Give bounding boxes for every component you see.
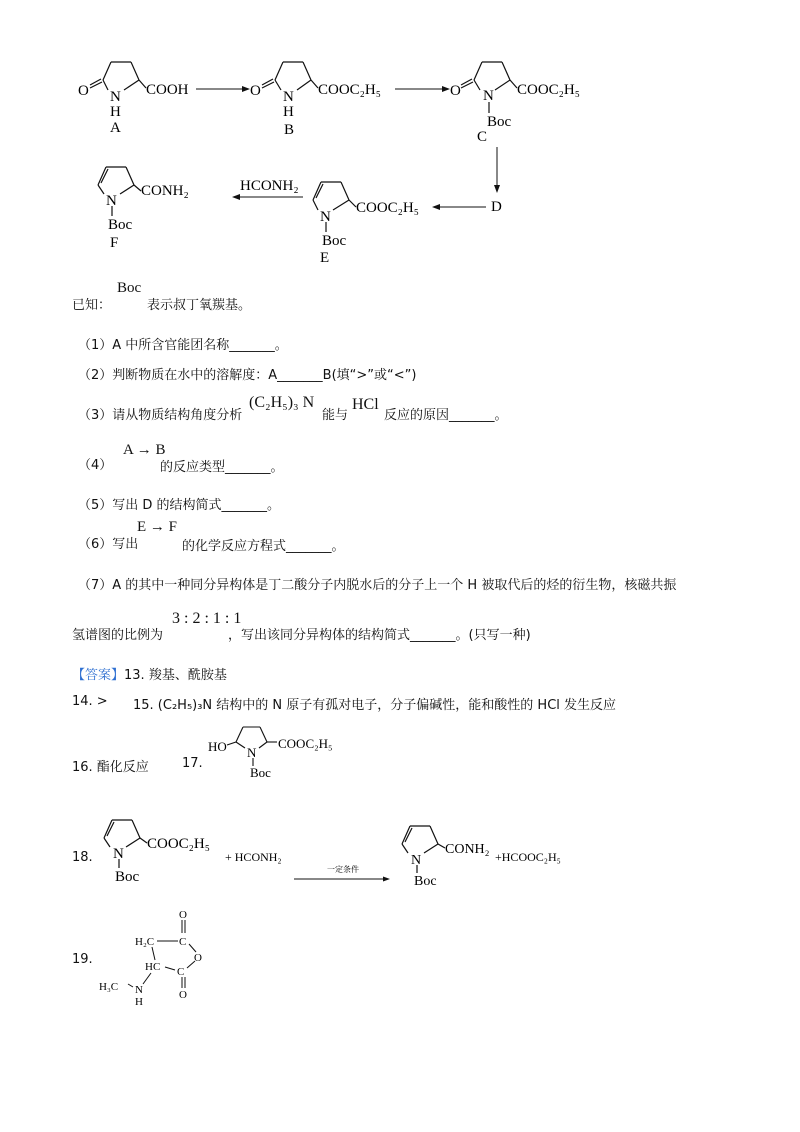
answer-19-h: H [135,996,143,1008]
molecule-b-o: O [250,83,261,99]
answer-19-hc: HC [145,961,161,973]
molecule-b-h: H [283,104,294,120]
question-3-mid: 能与 [322,408,349,423]
question-3-formula: (C₂H₅)₃ N [249,394,315,411]
answer-19-h3c: H₃C [99,981,119,993]
molecule-a-h: H [110,104,121,120]
molecule-c-boc: Boc [487,114,512,130]
question-7: （7）A 的其中一种同分异构体是丁二酸分子内脱水后的分子上一个 H 被取代后的烃的衍生物，核磁共振 [78,578,677,593]
question-7-cont: 氢谱图的比例为 [72,628,164,643]
known-prefix: 已知： [72,298,112,313]
molecule-b-ester: COOC₂H₅ [318,82,381,98]
answer-18-product-amide: CONH₂ [445,842,490,857]
molecule-a-cooh: COOH [146,82,189,98]
molecule-e-ester: COOC₂H₅ [356,200,419,216]
answer-19-structure [95,900,235,1008]
answer-17-ester: COOC₂H₅ [278,736,333,751]
question-3-hcl: HCl [352,396,379,413]
molecule-f [98,167,141,216]
answer-18-reactant-ester: COOC₂H₅ [147,836,210,852]
molecule-c-n: N [483,88,494,104]
answer-19-o-ring: O [194,952,202,964]
molecule-f-amide: CONH₂ [141,183,189,199]
answer-18-equation [90,810,610,890]
molecule-b [262,62,318,90]
known-boc: Boc [117,280,142,296]
question-6-end: 的化学反应方程式_______。 [182,539,345,554]
answer-19-o-top: O [179,909,187,921]
answer-14: 14. > [72,694,108,709]
question-6-formula: E → F [137,519,178,535]
answer-17-num: 17. [182,756,203,771]
answer-18-reactant-n: N [113,846,124,862]
molecule-c-label: C [477,129,488,145]
molecule-a-label: A [110,120,121,136]
answer-tag [72,664,227,683]
answer-18-reactant-boc: Boc [115,869,140,885]
question-3: （3）请从物质结构角度分析 [78,408,243,423]
question-1: （1）A 中所含官能团名称_______。 [78,338,288,353]
molecule-f-label: F [110,235,119,251]
question-7-ratio: 3 : 2 : 1 : 1 [172,610,242,627]
molecule-a-o: O [78,83,89,99]
answer-18-reagent: + HCONH₂ [225,850,282,864]
molecule-c-ester: COOC₂H₅ [517,82,580,98]
answer-19-n: N [135,984,143,996]
reagent-e-f: HCONH₂ [240,178,299,194]
question-6: （6）写出 [78,537,139,552]
answer-17-ho: HO [208,739,227,754]
molecule-f-n: N [106,193,117,209]
answer-17-n: N [247,745,257,760]
question-3-end: 反应的原因_______。 [384,408,508,423]
answer-16: 16. 酯化反应 [72,760,149,775]
molecule-f-boc: Boc [108,217,133,233]
molecule-a-n: N [110,89,121,105]
question-4: （4） [78,458,113,473]
known-suffix: 表示叔丁氧羰基。 [147,298,252,313]
molecule-a [90,62,146,90]
answer-19-ch2: H₂C [135,936,155,948]
reaction-scheme [0,0,800,290]
answer-17-boc: Boc [250,765,271,780]
molecule-e-boc: Boc [322,233,347,249]
question-4-end: 的反应类型_______。 [160,460,284,475]
question-5: （5）写出 D 的结构简式_______。 [78,498,281,513]
answer-19-c1: C [179,936,187,948]
answer-18-num: 18. [72,850,93,865]
molecule-e-n: N [320,209,331,225]
molecule-e-label: E [320,250,330,266]
molecule-b-label: B [284,122,295,138]
answer-13: 13. 羧基、酰胺基 [124,668,227,683]
answer-18-product-n: N [411,853,422,868]
answer-tag-label: 【答案】 [72,668,125,683]
answer-18-byproduct: +HCOOC₂H₅ [495,850,561,864]
answer-15: 15. (C₂H₅)₃N 结构中的 N 原子有孤对电子，分子偏碱性，能和酸性的 HCl 发生反应 [133,698,617,713]
answer-17-structure [200,720,370,785]
answer-18-product-boc: Boc [414,874,437,889]
molecule-b-n: N [283,89,294,105]
question-2: （2）判断物质在水中的溶解度：A_______B(填“>”或“<”) [78,368,417,383]
molecule-d-label: D [491,199,502,215]
answer-19-c2: C [177,966,185,978]
question-7-end: ，写出该同分异构体的结构简式_______。(只写一种) [228,628,531,643]
answer-18-condition: 一定条件 [327,865,359,874]
answer-19-o-bottom: O [179,989,187,1001]
question-4-formula: A → B [123,442,166,458]
answer-19-num: 19. [72,952,93,967]
molecule-c-o: O [450,83,461,99]
